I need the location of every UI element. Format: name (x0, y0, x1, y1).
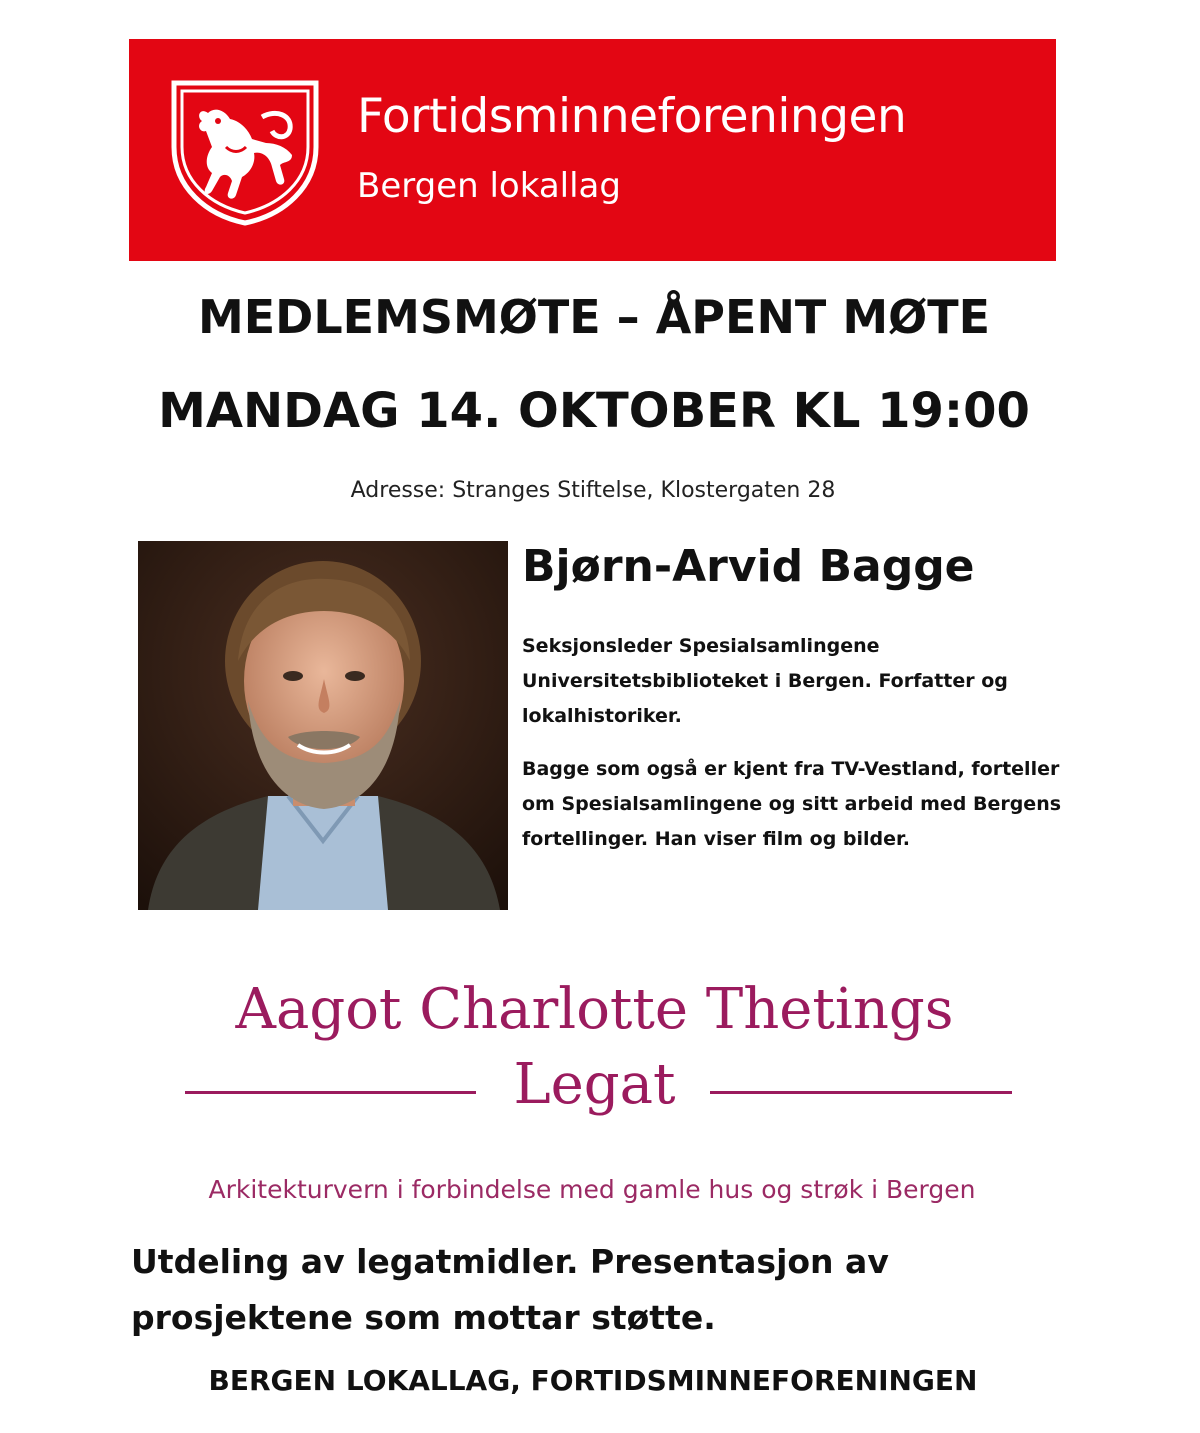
legat-title-line2: Legat (513, 1052, 676, 1117)
speaker-bio-description: Bagge som også er kjent fra TV-Vestland, forteller om Spesialsamlingene og sitt arbeid med Bergens fortellinger. Han viser film og bilder. (522, 758, 1062, 850)
org-name: Fortidsminneforeningen (357, 89, 907, 144)
award-text: Utdeling av legatmidler. Presentasjon av prosjektene som mottar støtte. (131, 1242, 889, 1337)
speaker-bio-title: Seksjonsleder Spesialsamlingene Universitetsbiblioteket i Bergen. Forfatter og lokalhistoriker. (522, 635, 1008, 727)
speaker-name: Bjørn-Arvid Bagge (522, 541, 975, 592)
event-date-time: MANDAG 14. OKTOBER KL 19:00 (158, 383, 1030, 439)
header-banner (129, 39, 1056, 261)
footer-text: BERGEN LOKALLAG, FORTIDSMINNEFORENINGEN (208, 1364, 978, 1397)
speaker-portrait-image (138, 541, 508, 910)
heraldic-lion-shield-icon (166, 77, 324, 227)
legat-divider-right (710, 1091, 1012, 1094)
speaker-photo (138, 541, 508, 910)
org-subtitle: Bergen lokallag (357, 166, 621, 206)
legat-title-line1: Aagot Charlotte Thetings (235, 977, 954, 1042)
event-address: Adresse: Stranges Stiftelse, Klostergaten 28 (350, 478, 836, 503)
event-headline: MEDLEMSMØTE – ÅPENT MØTE (197, 290, 991, 344)
legat-description: Arkitekturvern i forbindelse med gamle hus og strøk i Bergen (208, 1175, 976, 1204)
